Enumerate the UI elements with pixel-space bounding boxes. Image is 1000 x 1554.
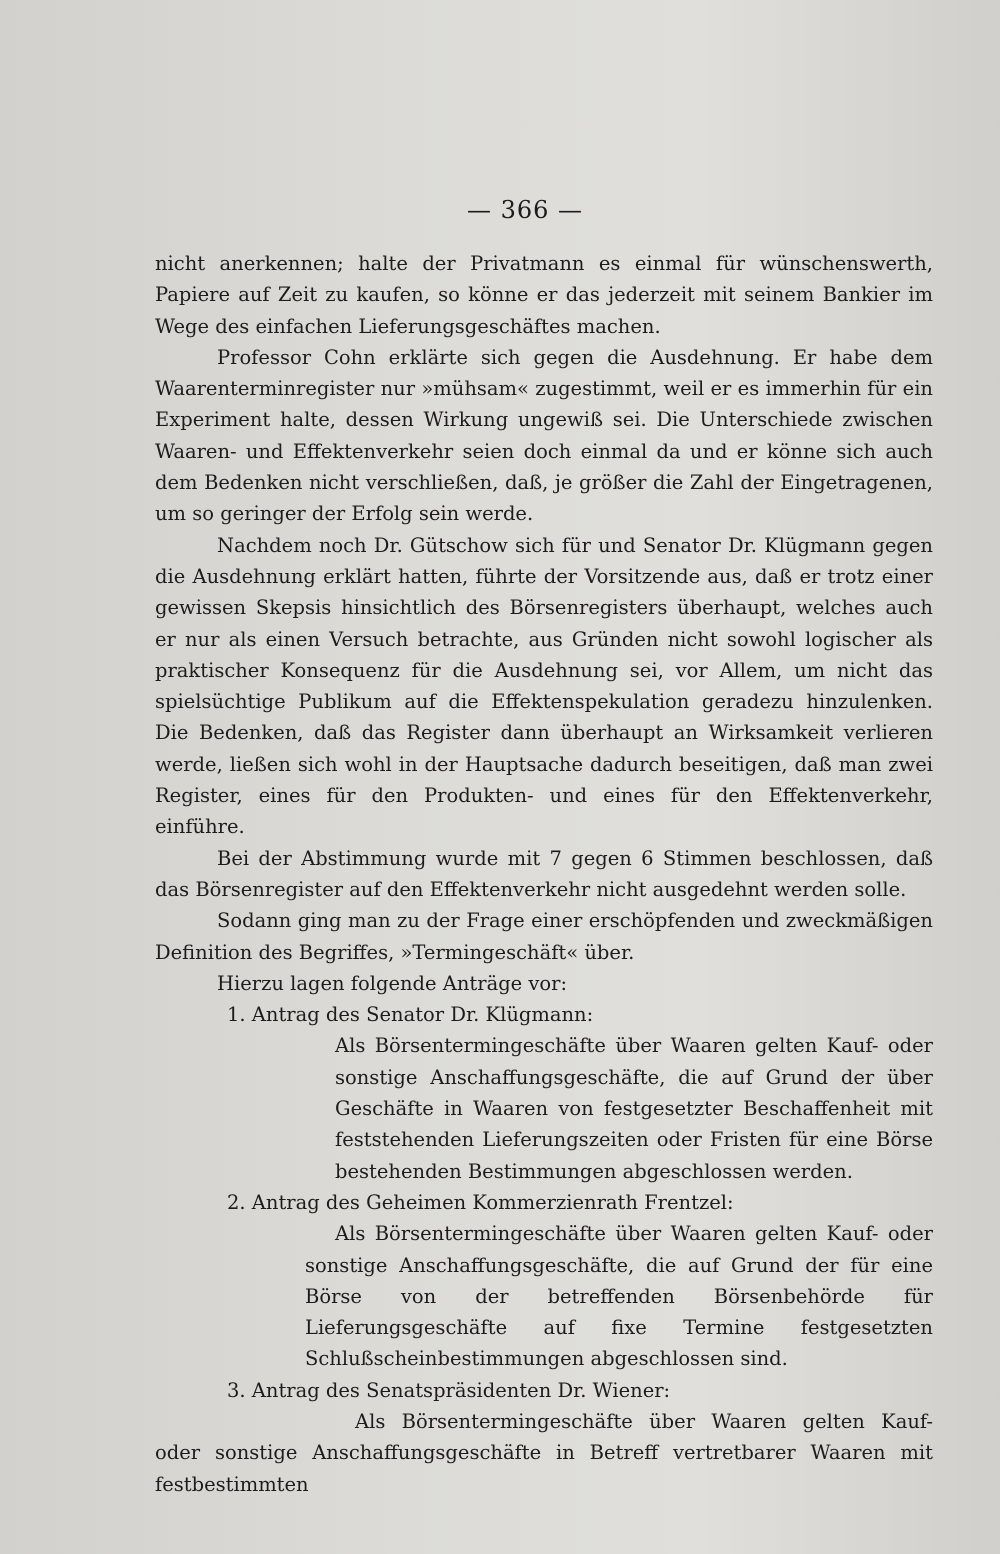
motion-2-heading: 2. Antrag des Geheimen Kommerzienrath Frentzel: xyxy=(227,1190,734,1214)
page-number: — 366 — xyxy=(466,196,584,224)
paragraph-cohn: Professor Cohn erklärte sich gegen die Ausdehnung. Er habe dem Waarenterminregister nur »mühsam« zugestimmt, weil er es immerhin für ein Experiment halte, dessen Wirkung ungewiß sei. Die Unterschiede zwischen Waaren- und Effektenverkehr seien doch einmal da und er könne sich auch dem Bedenken nicht verschließen, daß, je größer die Zahl der Eingetragenen, um so geringer der Erfolg sein werde. xyxy=(155,345,933,526)
page-body xyxy=(155,248,933,1500)
motion-3-text: Als Börsentermingeschäfte über Waaren gelten Kauf- oder sonstige Anschaffungsgeschäfte in Betreff vertretbarer Waaren mit festbestimmten xyxy=(155,1409,933,1496)
paragraph-antraege-intro: Hierzu lagen folgende Anträge vor: xyxy=(217,971,568,995)
motion-2-text: Als Börsentermingeschäfte über Waaren gelten Kauf- oder sonstige Anschaffungsgeschäfte, die auf Grund der für eine Börse von der betreffenden Börsenbehörde für Lieferungsgeschäfte auf fixe Termine festgesetzten Schlußscheinbestimmungen abgeschlossen sind. xyxy=(305,1222,933,1371)
paragraph-abstimmung: Bei der Abstimmung wurde mit 7 gegen 6 Stimmen beschlossen, daß das Börsenregister auf den Effektenverkehr nicht ausgedehnt werden solle. xyxy=(155,846,933,901)
motion-1-heading: 1. Antrag des Senator Dr. Klügmann: xyxy=(227,1003,594,1027)
paragraph-continuation: nicht anerkennen; halte der Privatmann es einmal für wünschenswerth, Papiere auf Zeit zu kaufen, so könne er das jederzeit mit seinem Bankier im Wege des einfachen Lieferungsgeschäftes machen. xyxy=(155,252,933,338)
paragraph-vorsitzende: Nachdem noch Dr. Gütschow sich für und Senator Dr. Klügmann gegen die Ausdehnung erklärt hatten, führte der Vorsitzende aus, daß er trotz einer gewissen Skepsis hinsichtlich des Börsenregisters überhaupt, welches auch er nur als einen Versuch betrachte, aus Gründen nicht sowohl logischer als praktischer Konsequenz für die Ausdehnung sei, vor Allem, um nicht das spielsüchtige Publikum auf die Effektenspekulation geradezu hinzulenken. Die Bedenken, daß das Register dann überhaupt an Wirksamkeit verlieren werde, ließen sich wohl in der Hauptsache dadurch beseitigen, daß man zwei Register, eines für den Produkten- und eines für den Effektenverkehr, einführe. xyxy=(155,533,933,839)
motion-1-text: Als Börsentermingeschäfte über Waaren gelten Kauf- oder sonstige Anschaffungsgeschäfte, die auf Grund der über Geschäfte in Waaren von festgesetzter Beschaffenheit mit feststehenden Lieferungszeiten oder Fristen für eine Börse bestehenden Bestimmungen abgeschlossen werden. xyxy=(335,1034,933,1183)
paragraph-definition: Sodann ging man zu der Frage einer erschöpfenden und zweckmäßigen Definition des Begriffes, »Termingeschäft« über. xyxy=(155,909,933,964)
motion-3-heading: 3. Antrag des Senatspräsidenten Dr. Wiener: xyxy=(227,1378,671,1402)
